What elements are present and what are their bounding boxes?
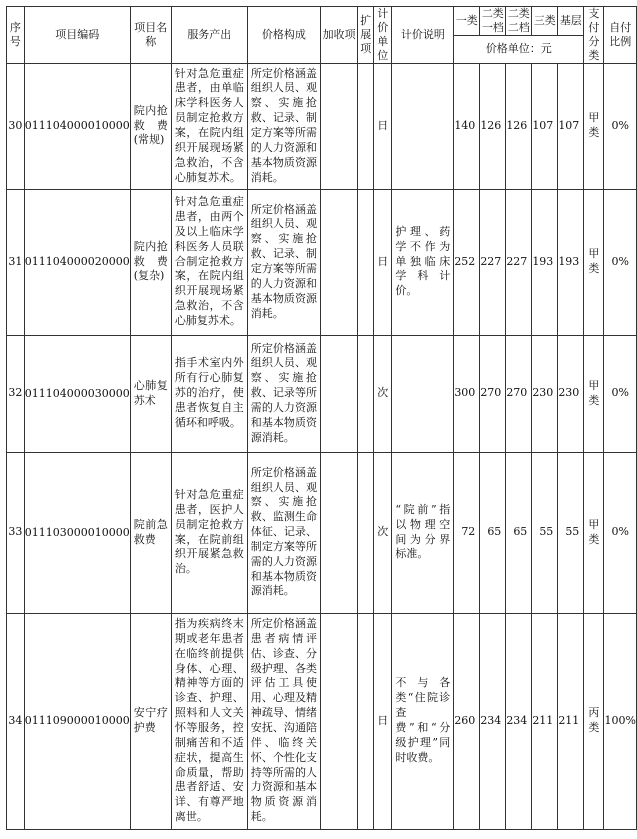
cat1-cell: 300 bbox=[454, 335, 480, 452]
desc-cell: 护理、药学不作为单独临床学科计价。 bbox=[392, 189, 454, 335]
service-cell: 针对急危重症患者，医护人员制定抢救方案，在院前组织开展紧急救治。 bbox=[171, 452, 247, 613]
unit-cell: 日 bbox=[374, 63, 392, 189]
header-unit: 计价单位 bbox=[374, 7, 392, 64]
name-cell: 安宁疗护费 bbox=[130, 613, 171, 829]
cat3-cell: 107 bbox=[532, 63, 558, 189]
header-ext: 扩展项 bbox=[358, 7, 374, 64]
header-code: 项目编码 bbox=[24, 7, 130, 64]
header-addon: 加收项 bbox=[321, 7, 358, 64]
cat2b-cell: 126 bbox=[506, 63, 532, 189]
ext-cell bbox=[358, 63, 374, 189]
cat2a-cell: 126 bbox=[480, 63, 506, 189]
cat1-cell: 140 bbox=[454, 63, 480, 189]
code-cell: 011104000020000 bbox=[24, 189, 130, 335]
cat2b-cell: 234 bbox=[506, 613, 532, 829]
selfpay-cell: 0% bbox=[604, 63, 637, 189]
unit-cell: 日 bbox=[374, 189, 392, 335]
selfpay-cell: 0% bbox=[604, 189, 637, 335]
cat1-cell: 260 bbox=[454, 613, 480, 829]
cat3-cell: 193 bbox=[532, 189, 558, 335]
table-row bbox=[7, 189, 637, 335]
desc-cell: 不与各类“住院诊查费”和“分级护理”同时收费。 bbox=[392, 613, 454, 829]
composition-cell: 所定价格涵盖组织人员、观察、实施抢救、记录、制定方案等所需的人力资源和基本物质资源消耗。 bbox=[247, 63, 320, 189]
cat1-cell: 72 bbox=[454, 452, 480, 613]
cat3-cell: 211 bbox=[532, 613, 558, 829]
desc-cell bbox=[392, 335, 454, 452]
selfpay-cell: 0% bbox=[604, 335, 637, 452]
paytype-cell: 甲类 bbox=[584, 452, 604, 613]
desc-cell: “院前”指以物理空间为分界标准。 bbox=[392, 452, 454, 613]
header-selfpay: 自付比例 bbox=[604, 7, 637, 64]
header-cat2a: 二类一档 bbox=[481, 7, 504, 34]
header-name: 项目名称 bbox=[130, 7, 171, 64]
code-cell: 011104000010000 bbox=[24, 63, 130, 189]
code-cell: 011104000030000 bbox=[24, 335, 130, 452]
composition-cell: 所定价格涵盖组织人员、观察、实施抢救、记录、制定方案等所需的人力资源和基本物质资源消耗。 bbox=[247, 189, 320, 335]
addon-cell bbox=[321, 613, 358, 829]
cat2b-cell: 270 bbox=[506, 335, 532, 452]
name-cell: 院前急救费 bbox=[130, 452, 171, 613]
header-desc: 计价说明 bbox=[392, 7, 454, 64]
header-price-unit: 价格单位：元 bbox=[454, 35, 584, 63]
composition-cell: 所定价格涵盖患者病情评估、诊查、分级护理、各类评估工具使用、心理及精神疏导、情绪安抚、沟通陪伴、临终关怀、个性化支持等所需的人力资源和基本物质资源消耗。 bbox=[247, 613, 320, 829]
seq-cell: 32 bbox=[7, 335, 25, 452]
selfpay-cell: 0% bbox=[604, 452, 637, 613]
code-cell: 011103000010000 bbox=[24, 452, 130, 613]
header-service: 服务产出 bbox=[171, 7, 247, 64]
ext-cell bbox=[358, 613, 374, 829]
base-cell: 230 bbox=[558, 335, 584, 452]
ext-cell bbox=[358, 335, 374, 452]
base-cell: 107 bbox=[558, 63, 584, 189]
service-cell: 指手术室内外所有行心肺复苏的治疗，使患者恢复自主循环和呼吸。 bbox=[171, 335, 247, 452]
cat2b-cell: 65 bbox=[506, 452, 532, 613]
addon-cell bbox=[321, 189, 358, 335]
table-row bbox=[7, 452, 637, 613]
header-composition: 价格构成 bbox=[247, 7, 320, 64]
code-cell: 011109000010000 bbox=[24, 613, 130, 829]
paytype-cell: 甲类 bbox=[584, 189, 604, 335]
composition-cell: 所定价格涵盖组织人员、观察、实施抢救、记录等所需的人力资源和基本物质资源消耗。 bbox=[247, 335, 320, 452]
seq-cell: 30 bbox=[7, 63, 25, 189]
table-body bbox=[7, 63, 637, 829]
selfpay-cell: 100% bbox=[604, 613, 637, 829]
paytype-cell: 丙类 bbox=[584, 613, 604, 829]
addon-cell bbox=[321, 63, 358, 189]
addon-cell bbox=[321, 452, 358, 613]
table-row bbox=[7, 335, 637, 452]
base-cell: 55 bbox=[558, 452, 584, 613]
desc-cell bbox=[392, 63, 454, 189]
addon-cell bbox=[321, 335, 358, 452]
header-row bbox=[7, 7, 637, 36]
cat3-cell: 55 bbox=[532, 452, 558, 613]
name-cell: 院内抢救费(复杂) bbox=[130, 189, 171, 335]
unit-cell: 日 bbox=[374, 613, 392, 829]
name-cell: 心肺复苏术 bbox=[130, 335, 171, 452]
header-seq: 序号 bbox=[7, 7, 25, 64]
service-cell: 针对急危重症患者，由单临床学科医务人员制定抢救方案，在院内组织开展现场紧急救治，不含心肺复苏术。 bbox=[171, 63, 247, 189]
table-row bbox=[7, 63, 637, 189]
price-table bbox=[6, 6, 637, 830]
header-paytype: 支付分类 bbox=[584, 7, 604, 64]
table-row bbox=[7, 613, 637, 829]
seq-cell: 33 bbox=[7, 452, 25, 613]
header-cat1: 一类 bbox=[454, 7, 480, 36]
header-cat3: 三类 bbox=[532, 7, 558, 36]
service-cell: 指为疾病终末期或老年患者在临终前提供身体、心理、精神等方面的诊查、护理、照料和人文关怀等服务，控制痛苦和不适症状，提高生命质量，帮助患者舒适、安详、有尊严地离世。 bbox=[171, 613, 247, 829]
cat2a-cell: 65 bbox=[480, 452, 506, 613]
cat3-cell: 230 bbox=[532, 335, 558, 452]
ext-cell bbox=[358, 452, 374, 613]
cat1-cell: 252 bbox=[454, 189, 480, 335]
seq-cell: 31 bbox=[7, 189, 25, 335]
unit-cell: 次 bbox=[374, 335, 392, 452]
cat2a-cell: 227 bbox=[480, 189, 506, 335]
seq-cell: 34 bbox=[7, 613, 25, 829]
service-cell: 针对急危重症患者，由两个及以上临床学科医务人员联合制定抢救方案，在院内组织开展现场紧急救治，不含心肺复苏术。 bbox=[171, 189, 247, 335]
base-cell: 211 bbox=[558, 613, 584, 829]
base-cell: 193 bbox=[558, 189, 584, 335]
composition-cell: 所定价格涵盖组织人员、观察、实施抢救、监测生命体征、记录、制定方案等所需的人力资源和基本物质资源消耗。 bbox=[247, 452, 320, 613]
cat2b-cell: 227 bbox=[506, 189, 532, 335]
cat2a-cell: 270 bbox=[480, 335, 506, 452]
ext-cell bbox=[358, 189, 374, 335]
name-cell: 院内抢救费(常规) bbox=[130, 63, 171, 189]
unit-cell: 次 bbox=[374, 452, 392, 613]
header-base: 基层 bbox=[558, 7, 584, 36]
cat2a-cell: 234 bbox=[480, 613, 506, 829]
header-cat2b: 二类二档 bbox=[507, 7, 530, 34]
paytype-cell: 甲类 bbox=[584, 63, 604, 189]
paytype-cell: 甲类 bbox=[584, 335, 604, 452]
